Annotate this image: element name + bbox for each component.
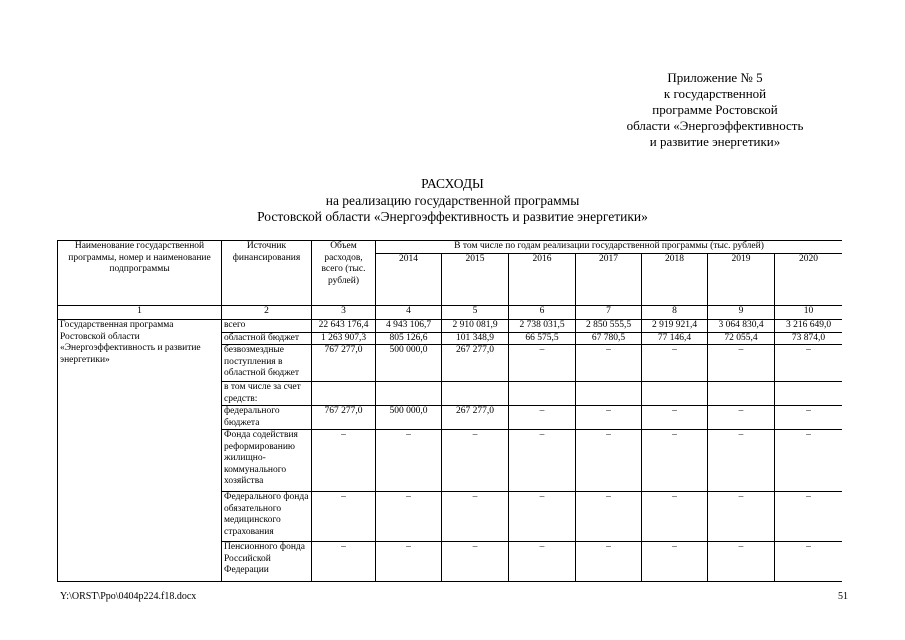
row-year-value: 4 943 106,7 bbox=[376, 320, 442, 333]
row-source: Федерального фонда обязательного медицинского страхования bbox=[222, 492, 312, 542]
header-year: 2016 bbox=[509, 254, 576, 306]
row-year-value: 805 126,6 bbox=[376, 332, 442, 345]
column-number: 4 bbox=[376, 306, 442, 320]
row-year-value: – bbox=[642, 406, 708, 430]
row-source: Пенсионного фонда Российской Федерации bbox=[222, 542, 312, 582]
row-year-value: – bbox=[442, 492, 509, 542]
row-year-value: – bbox=[775, 430, 843, 492]
row-year-value: – bbox=[642, 542, 708, 582]
column-number: 3 bbox=[312, 306, 376, 320]
row-source: в том числе за счет средств: bbox=[222, 382, 312, 406]
footer-file-path: Y:\ORST\Ppo\0404p224.f18.docx bbox=[60, 591, 197, 602]
row-year-value: – bbox=[708, 492, 775, 542]
row-year-value bbox=[642, 382, 708, 406]
row-year-value bbox=[576, 382, 642, 406]
header-year: 2020 bbox=[775, 254, 843, 306]
row-source: безвозмездные поступления в областной бюджет bbox=[222, 345, 312, 382]
column-number: 6 bbox=[509, 306, 576, 320]
row-total: – bbox=[312, 430, 376, 492]
appendix-line: и развитие энергетики» bbox=[649, 134, 781, 149]
header-name: Наименование государственной программы, номер и наименование подпрограммы bbox=[58, 241, 222, 306]
row-year-value: 72 055,4 bbox=[708, 332, 775, 345]
row-year-value: – bbox=[509, 542, 576, 582]
row-year-value: – bbox=[775, 542, 843, 582]
row-year-value: – bbox=[642, 345, 708, 382]
row-year-value: 73 874,0 bbox=[775, 332, 843, 345]
header-years-group: В том числе по годам реализации государственной программы (тыс. рублей) bbox=[376, 241, 843, 254]
row-year-value: 3 216 649,0 bbox=[775, 320, 843, 333]
header-year: 2014 bbox=[376, 254, 442, 306]
row-total: – bbox=[312, 542, 376, 582]
row-year-value bbox=[509, 382, 576, 406]
row-year-value: – bbox=[576, 345, 642, 382]
row-year-value: – bbox=[642, 492, 708, 542]
row-year-value: – bbox=[708, 542, 775, 582]
row-year-value: 101 348,9 bbox=[442, 332, 509, 345]
appendix-line: программе Ростовской bbox=[652, 102, 778, 117]
row-year-value: 3 064 830,4 bbox=[708, 320, 775, 333]
row-year-value: – bbox=[708, 430, 775, 492]
row-year-value: – bbox=[576, 406, 642, 430]
row-year-value: – bbox=[442, 542, 509, 582]
row-year-value bbox=[708, 382, 775, 406]
row-year-value: – bbox=[576, 492, 642, 542]
expenses-table-wrapper bbox=[57, 240, 842, 583]
row-year-value: – bbox=[509, 406, 576, 430]
row-total: – bbox=[312, 492, 376, 542]
title-line3: Ростовской области «Энергоэффективность и развитие энергетики» bbox=[257, 209, 648, 224]
row-year-value: – bbox=[775, 345, 843, 382]
column-numbers-row bbox=[58, 306, 843, 320]
header-volume: Объем расходов, всего (тыс. рублей) bbox=[312, 241, 376, 306]
row-year-value: 2 910 081,9 bbox=[442, 320, 509, 333]
row-year-value: – bbox=[775, 492, 843, 542]
program-name: Государственная программа Ростовской области «Энергоэффективность и развитие энергетики» bbox=[58, 320, 222, 582]
row-year-value bbox=[775, 382, 843, 406]
title-main: РАСХОДЫ bbox=[421, 176, 484, 191]
row-year-value bbox=[442, 382, 509, 406]
row-year-value: 77 146,4 bbox=[642, 332, 708, 345]
row-year-value: – bbox=[775, 406, 843, 430]
column-number: 8 bbox=[642, 306, 708, 320]
row-year-value: – bbox=[376, 492, 442, 542]
row-year-value: – bbox=[708, 406, 775, 430]
row-year-value: – bbox=[509, 345, 576, 382]
row-year-value: – bbox=[708, 345, 775, 382]
appendix-line: области «Энергоэффективность bbox=[626, 118, 804, 133]
row-year-value: 267 277,0 bbox=[442, 345, 509, 382]
header-source: Источник финансирования bbox=[222, 241, 312, 306]
row-year-value: – bbox=[442, 430, 509, 492]
title-line2: на реализацию государственной программы bbox=[325, 192, 580, 208]
row-year-value: 500 000,0 bbox=[376, 345, 442, 382]
column-number: 9 bbox=[708, 306, 775, 320]
row-year-value: – bbox=[642, 430, 708, 492]
row-year-value: – bbox=[509, 492, 576, 542]
row-year-value: – bbox=[376, 430, 442, 492]
row-source: всего bbox=[222, 320, 312, 333]
document-title bbox=[0, 176, 905, 226]
row-year-value: 2 738 031,5 bbox=[509, 320, 576, 333]
row-source: областной бюджет bbox=[222, 332, 312, 345]
row-total: 767 277,0 bbox=[312, 406, 376, 430]
header-year: 2019 bbox=[708, 254, 775, 306]
row-year-value: 2 919 921,4 bbox=[642, 320, 708, 333]
appendix-line: к государственной bbox=[663, 86, 767, 101]
row-total: 767 277,0 bbox=[312, 345, 376, 382]
row-year-value: 267 277,0 bbox=[442, 406, 509, 430]
row-year-value: – bbox=[509, 430, 576, 492]
row-year-value: – bbox=[376, 542, 442, 582]
column-number: 1 bbox=[58, 306, 222, 320]
row-source: Фонда содействия реформированию жилищно-коммунального хозяйства bbox=[222, 430, 312, 492]
row-year-value bbox=[376, 382, 442, 406]
row-source: федерального бюджета bbox=[222, 406, 312, 430]
header-year: 2017 bbox=[576, 254, 642, 306]
column-number: 10 bbox=[775, 306, 843, 320]
row-total bbox=[312, 382, 376, 406]
row-total: 1 263 907,3 bbox=[312, 332, 376, 345]
expenses-table bbox=[57, 240, 842, 582]
header-year: 2018 bbox=[642, 254, 708, 306]
row-total: 22 643 176,4 bbox=[312, 320, 376, 333]
row-year-value: – bbox=[576, 430, 642, 492]
column-number: 7 bbox=[576, 306, 642, 320]
row-year-value: 2 850 555,5 bbox=[576, 320, 642, 333]
row-year-value: 67 780,5 bbox=[576, 332, 642, 345]
row-year-value: 500 000,0 bbox=[376, 406, 442, 430]
table-row bbox=[58, 320, 843, 333]
appendix-line: Приложение № 5 bbox=[667, 70, 763, 85]
row-year-value: – bbox=[576, 542, 642, 582]
header-year: 2015 bbox=[442, 254, 509, 306]
column-number: 5 bbox=[442, 306, 509, 320]
page-number: 51 bbox=[838, 591, 848, 602]
appendix-header bbox=[600, 70, 830, 150]
row-year-value: 66 575,5 bbox=[509, 332, 576, 345]
column-number: 2 bbox=[222, 306, 312, 320]
